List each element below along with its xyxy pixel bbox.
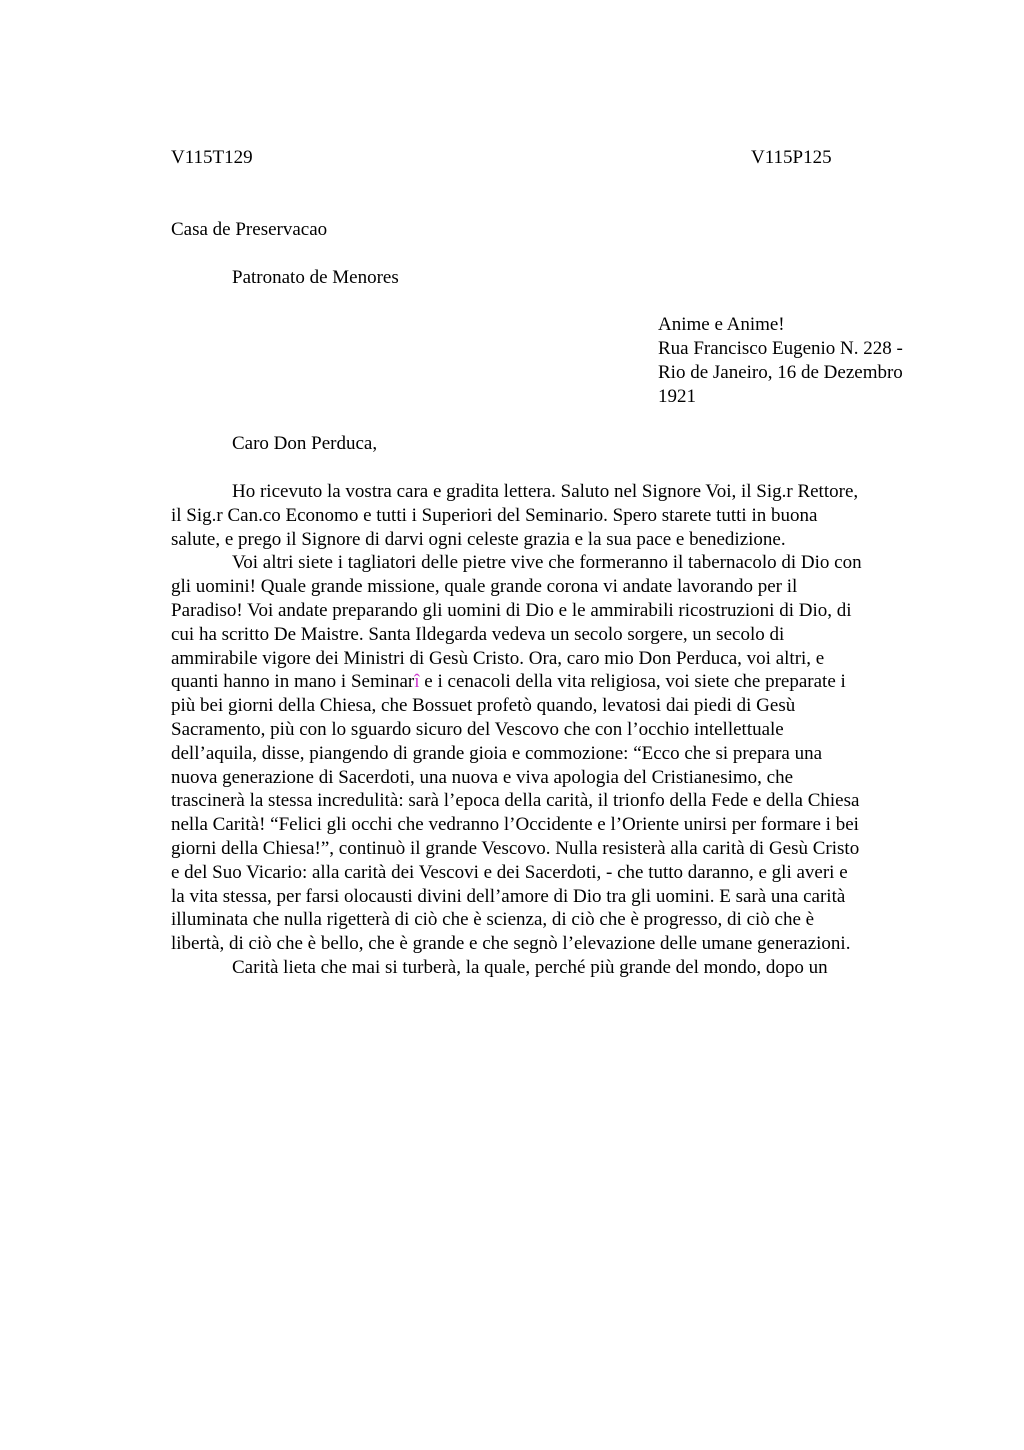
body-line: salute, e prego il Signore di darvi ogni celeste grazia e la sua pace e benedizione. [171, 528, 786, 550]
address-line: Anime e Anime! [658, 314, 785, 335]
body-line: il Sig.r Can.co Economo e tutti i Superiori del Seminario. Spero starete tutti in buona [171, 504, 818, 526]
letter-body [171, 480, 931, 980]
salutation: Caro Don Perduca, [232, 433, 378, 454]
body-line: più bei giorni della Chiesa, che Bossuet profetò quando, levatosi dai piedi di Gesù [171, 695, 796, 717]
body-line: Paradiso! Voi andate preparando gli uomini di Dio e le ammirabili ricostruzioni di Dio, di [171, 599, 852, 621]
institution-subtitle: Patronato de Menores [232, 267, 399, 288]
document-reference-right: V115P125 [751, 147, 832, 168]
body-line: cui ha scritto De Maistre. Santa Ildegarda vedeva un secolo sorgere, un secolo di [171, 623, 785, 645]
address-line: Rua Francisco Eugenio N. 228 - [658, 338, 903, 359]
body-line: gli uomini! Quale grande missione, quale grande corona vi andate lavorando per il [171, 576, 798, 598]
body-line: libertà, di ciò che è bello, che è grande e che segnò l’elevazione delle umane generazioni. [171, 933, 851, 955]
address-line: 1921 [658, 386, 696, 407]
body-line: la vita stessa, per farsi olocausti divini dell’amore di Dio tra gli uomini. E sarà una carità [171, 885, 846, 907]
address-line: Rio de Janeiro, 16 de Dezembro [658, 362, 903, 383]
body-line: Voi altri siete i tagliatori delle pietre vive che formeranno il tabernacolo di Dio con [232, 552, 862, 574]
body-text-segment: e i cenacoli della vita religiosa, voi siete che preparate i [419, 671, 846, 693]
institution-name: Casa de Preservacao [171, 219, 328, 240]
body-line: illuminata che nulla rigetterà di ciò che è scienza, di ciò che è progresso, di ciò che è [171, 909, 815, 931]
body-line: dell’aquila, disse, piangendo di grande gioia e commozione: “Ecco che si prepara una [171, 742, 823, 764]
body-line: Ho ricevuto la vostra cara e gradita lettera. Saluto nel Signore Voi, il Sig.r Rettore, [232, 481, 859, 502]
body-line: giorni della Chiesa!”, continuò il grande Vescovo. Nulla resisterà alla carità di Gesù Cristo [171, 837, 860, 859]
sender-address-block [658, 313, 903, 409]
body-line: Carità lieta che mai si turberà, la quale, perché più grande del mondo, dopo un [232, 956, 828, 978]
body-line: nuova generazione di Sacerdoti, una nuova e viva apologia del Cristianesimo, che [171, 766, 794, 788]
body-line: trascinerà la stessa incredulità: sarà l’epoca della carità, il trionfo della Fede e della Chiesa [171, 790, 860, 812]
body-text-segment: quanti hanno in mano i Seminar [171, 671, 415, 693]
body-line: Sacramento, più con lo sguardo sicuro del Vescovo che con l’occhio intellettuale [171, 718, 784, 740]
document-reference-left: V115T129 [171, 147, 253, 168]
body-line: ammirabile vigore dei Ministri di Gesù Cristo. Ora, caro mio Don Perduca, voi altri, e [171, 647, 825, 669]
body-line: e del Suo Vicario: alla carità dei Vescovi e dei Sacerdoti, - che tutto daranno, e gli averi e [171, 861, 848, 883]
body-line-with-highlight [171, 670, 931, 694]
highlighted-character: î [414, 671, 420, 693]
body-line: nella Carità! “Felici gli occhi che vedranno l’Occidente e l’Oriente unirsi per formare i bei [171, 814, 859, 836]
